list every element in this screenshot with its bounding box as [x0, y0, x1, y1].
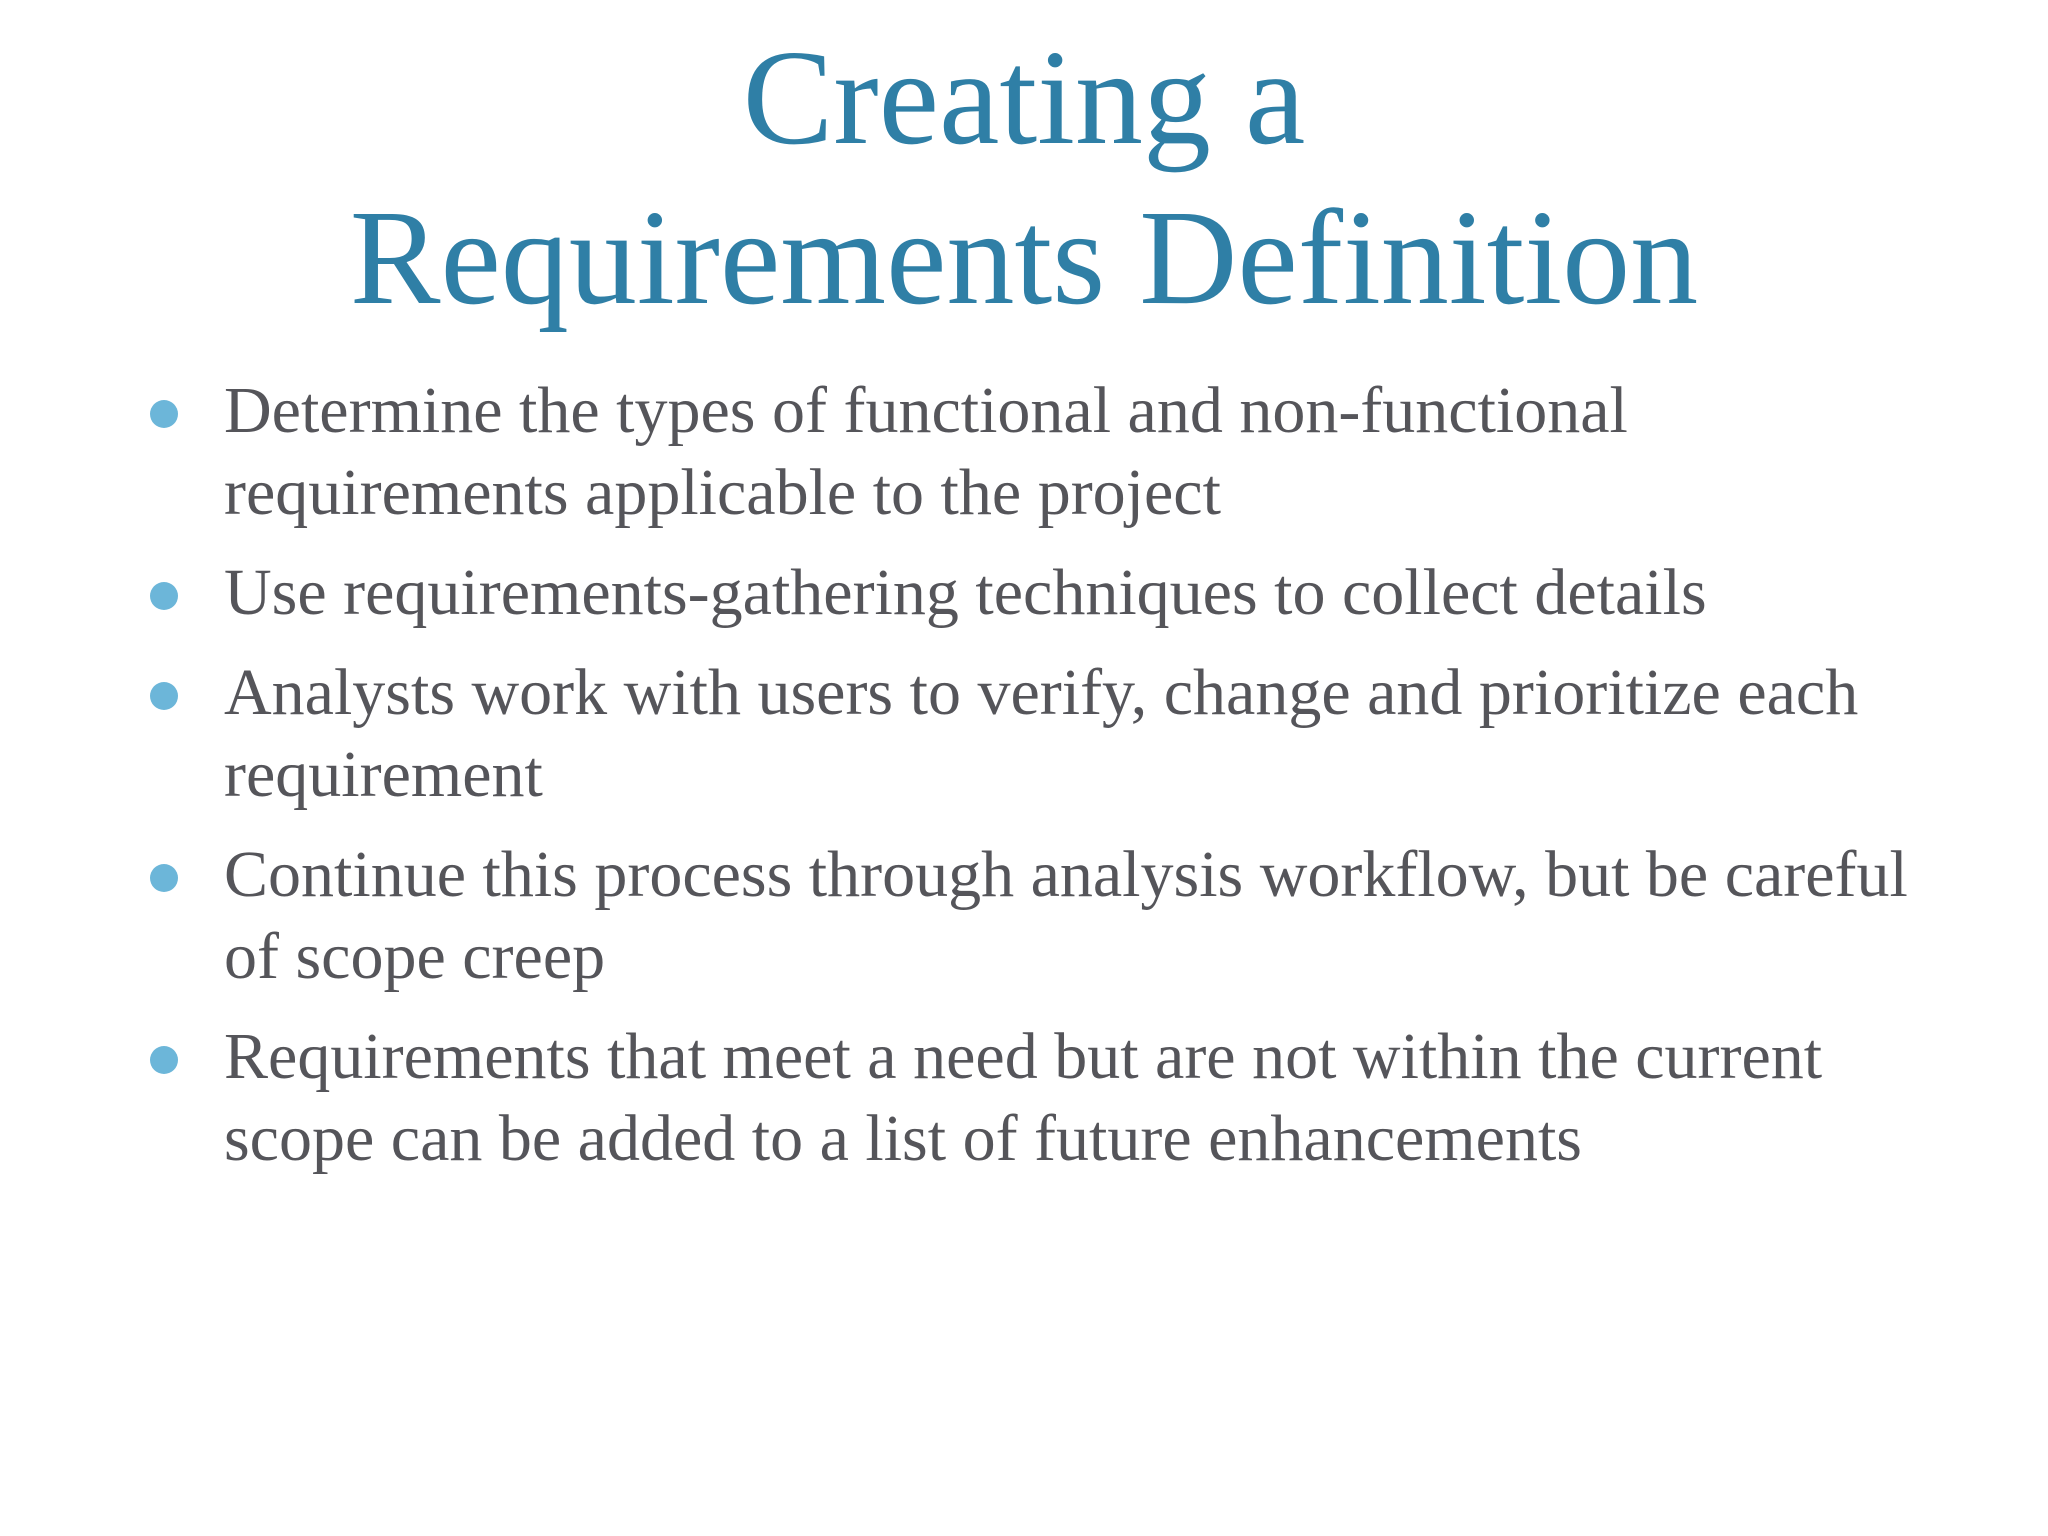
round-bullet-icon: [150, 582, 178, 610]
round-bullet-icon: [150, 400, 178, 428]
bullet-list: [150, 370, 1910, 1198]
slide-title: [0, 18, 2048, 338]
bullet-text-4: Continue this process through analysis workflow, but be careful of scope creep: [224, 838, 1908, 993]
title-line-2: Requirements Definition: [349, 183, 1699, 333]
round-bullet-icon: [150, 1046, 178, 1074]
bullet-text-3: Analysts work with users to verify, change and prioritize each requirement: [224, 656, 1859, 811]
bullet-text-2: Use requirements-gathering techniques to collect details: [224, 556, 1707, 629]
bullet-item-2: [150, 552, 1910, 634]
bullet-text-1: Determine the types of functional and non-functional requirements applicable to the project: [224, 374, 1628, 529]
round-bullet-icon: [150, 864, 178, 892]
bullet-item-4: [150, 834, 1910, 998]
bullet-text-5: Requirements that meet a need but are not within the current scope can be added to a list of future enhancements: [224, 1020, 1823, 1175]
bullet-item-3: [150, 652, 1910, 816]
title-line-1: Creating a: [742, 23, 1306, 173]
round-bullet-icon: [150, 682, 178, 710]
bullet-item-1: [150, 370, 1910, 534]
bullet-item-5: [150, 1016, 1910, 1180]
